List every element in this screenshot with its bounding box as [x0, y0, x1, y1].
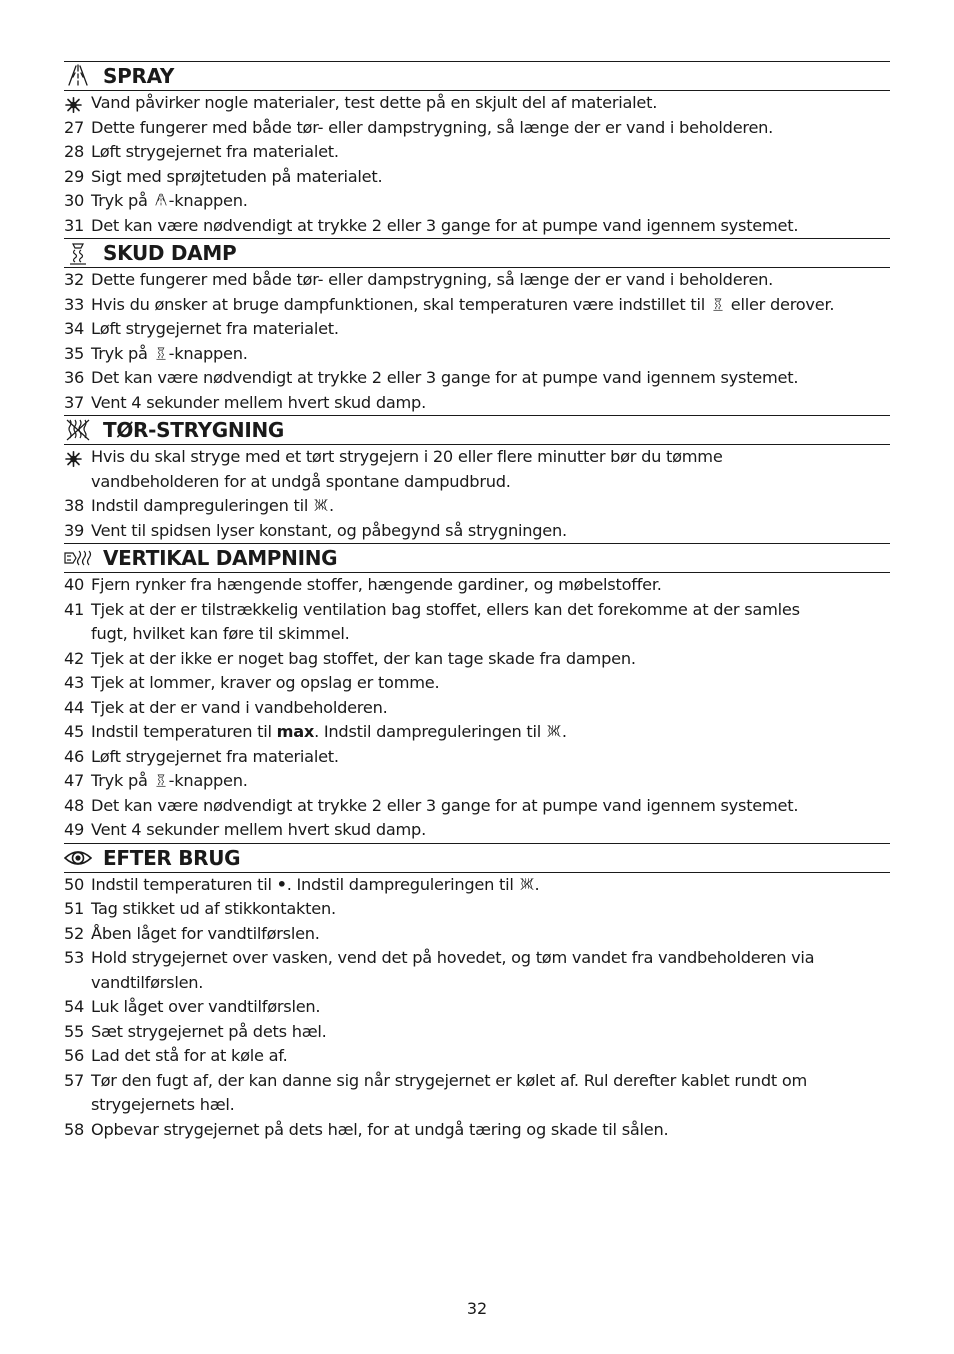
item-text-post: eller derover.: [725, 294, 835, 314]
section-header: [64, 61, 890, 91]
list-item: [64, 342, 890, 367]
section-vertikal-dampning: [64, 543, 890, 843]
warning-item: [64, 91, 890, 116]
item-text-content: Tør den fugt af, der kan danne sig når strygejernet er kølet af. Rul derefter kablet rundt om: [91, 1070, 808, 1090]
list-item: [64, 1118, 890, 1143]
vertical-steam-icon: [64, 545, 92, 571]
item-text: [91, 745, 890, 770]
list-item: [64, 647, 890, 672]
item-number: 37: [64, 392, 85, 412]
item-number: 34: [64, 319, 85, 338]
item-text: [91, 445, 890, 470]
list-item: [64, 873, 890, 898]
item-text: [91, 647, 890, 672]
list-item: [64, 897, 890, 922]
section-skud-damp: [64, 238, 890, 415]
list-item: [64, 745, 890, 770]
list-item: [64, 317, 890, 342]
item-text-content: Luk låget over vandtilførslen.: [91, 997, 321, 1016]
list-item: [64, 573, 890, 598]
item-text-content: Sigt med sprøjtetuden på materialet.: [91, 166, 383, 186]
item-text-pre: Tryk på: [91, 771, 153, 790]
dry-iron-icon: [546, 722, 562, 740]
item-text-continuation: strygejernets hæl.: [91, 1095, 235, 1114]
dry-iron-icon: [313, 496, 329, 514]
item-text: [91, 995, 890, 1020]
item-number: 33: [64, 294, 85, 314]
item-text-content: Det kan være nødvendigt at trykke 2 eller 3 gange for at pumpe vand igennem systemet.: [91, 215, 799, 235]
item-number: 28: [64, 142, 85, 161]
instruction-list: [64, 268, 890, 415]
item-text: [91, 573, 890, 598]
item-number: 29: [64, 166, 85, 186]
item-text-pre: Hvis du ønsker at bruge dampfunktionen, skal temperaturen være indstillet til: [91, 294, 710, 314]
item-text: [91, 1118, 890, 1143]
list-item: [64, 391, 890, 416]
list-item: [64, 922, 890, 947]
item-text-mid: . Indstil dampreguleringen til: [286, 874, 519, 894]
item-text-pre: Indstil temperaturen til: [91, 722, 277, 741]
item-number: 32: [64, 270, 85, 289]
dry-iron-icon: [519, 875, 535, 893]
item-number: 44: [64, 697, 85, 717]
list-item: [64, 995, 890, 1020]
item-text: [91, 189, 890, 214]
item-text-post: -knappen.: [168, 771, 248, 790]
item-text-content: Lad det stå for at køle af.: [91, 1046, 288, 1065]
list-item: [64, 214, 890, 239]
page-number: 32: [466, 1299, 488, 1318]
item-text: [91, 494, 890, 519]
item-number: 52: [64, 923, 85, 943]
item-text: [91, 946, 890, 971]
item-text-post: .: [329, 496, 334, 515]
instruction-list: [64, 873, 890, 1143]
item-text: [91, 897, 890, 922]
dry-iron-icon: [64, 417, 92, 443]
item-number: 46: [64, 746, 85, 766]
warning-icon: [65, 96, 82, 112]
section-header: [64, 543, 890, 573]
list-item: [64, 769, 890, 794]
list-item: [64, 293, 890, 318]
item-number: 31: [64, 215, 85, 235]
warning-item: [64, 445, 890, 494]
item-text-content: Hold strygejernet over vasken, vend det på hovedet, og tøm vandet fra vandbeholderen via: [91, 948, 815, 967]
item-number: 54: [64, 997, 85, 1016]
item-number: 30: [64, 191, 85, 210]
item-text-pre: Indstil dampreguleringen til: [91, 496, 314, 515]
item-text-content: Dette fungerer med både tør- eller dampstrygning, så længe der er vand i beholderen.: [91, 117, 774, 137]
list-item: [64, 1020, 890, 1045]
list-item: [64, 494, 890, 519]
section-title: SKUD DAMP: [103, 241, 237, 265]
list-item: [64, 189, 890, 214]
item-text-content: Vent 4 sekunder mellem hvert skud damp.: [91, 392, 426, 412]
item-number: 57: [64, 1070, 85, 1090]
list-item: [64, 519, 890, 544]
section-title: SPRAY: [103, 64, 175, 88]
item-number: 41: [64, 599, 85, 619]
spray-icon: [64, 63, 92, 89]
section-header: [64, 238, 890, 268]
item-text-content: Løft strygejernet fra materialet.: [91, 142, 339, 161]
item-text-content: Løft strygejernet fra materialet.: [91, 746, 339, 766]
item-text-content: Tjek at der ikke er noget bag stoffet, der kan tage skade fra dampen.: [91, 648, 636, 668]
list-item: [64, 946, 890, 995]
item-text: [91, 598, 890, 623]
item-text: [91, 116, 890, 141]
item-text-pre: Tryk på: [91, 191, 153, 210]
item-text: [91, 140, 890, 165]
item-text-content: Tjek at lommer, kraver og opslag er tomme.: [91, 673, 440, 692]
item-text-bold: max: [276, 722, 315, 741]
item-text: [91, 873, 890, 898]
item-text-content: Sæt strygejernet på dets hæl.: [91, 1021, 327, 1041]
item-text-content: Vent 4 sekunder mellem hvert skud damp.: [91, 820, 426, 839]
item-text-content: Dette fungerer med både tør- eller dampstrygning, så længe der er vand i beholderen.: [91, 270, 774, 289]
steam-shot-icon: [64, 240, 92, 266]
item-text-content: Hvis du skal stryge med et tørt strygejern i 20 eller flere minutter bør du tømme: [91, 447, 723, 466]
item-number: 53: [64, 948, 85, 967]
item-text-content: Løft strygejernet fra materialet.: [91, 319, 339, 338]
item-text-content: Fjern rynker fra hængende stoffer, hængende gardiner, og møbelstoffer.: [91, 575, 662, 594]
item-text: [91, 794, 890, 819]
item-number: 40: [64, 575, 85, 594]
list-item: [64, 818, 890, 843]
item-number: 43: [64, 673, 85, 692]
item-text-content: Tag stikket ud af stikkontakten.: [91, 899, 336, 918]
item-number: 42: [64, 648, 85, 668]
list-item: [64, 720, 890, 745]
item-text: [91, 91, 890, 116]
item-text: [91, 720, 890, 745]
item-text-content: Vand påvirker nogle materialer, test dette på en skjult del af materialet.: [91, 93, 658, 112]
spray-icon: [153, 191, 169, 209]
item-number: 39: [64, 520, 85, 540]
item-text-content: Tjek at der er vand i vandbeholderen.: [91, 697, 388, 717]
list-item: [64, 1069, 890, 1118]
list-item: [64, 268, 890, 293]
warning-icon: [65, 450, 82, 466]
list-item: [64, 794, 890, 819]
item-text: [91, 671, 890, 696]
steam-shot-icon: [710, 295, 726, 313]
item-text-content: Åben låget for vandtilførslen.: [91, 923, 320, 943]
item-text-content: Opbevar strygejernet på dets hæl, for at undgå tæring og skade til sålen.: [91, 1119, 669, 1139]
item-text: [91, 818, 890, 843]
item-number: 45: [64, 722, 85, 741]
item-text-content: Det kan være nødvendigt at trykke 2 eller 3 gange for at pumpe vand igennem systemet.: [91, 368, 799, 387]
item-text: [91, 165, 890, 190]
section-spray: [64, 61, 890, 238]
list-item: [64, 165, 890, 190]
item-text: [91, 1020, 890, 1045]
item-number: 58: [64, 1119, 85, 1139]
item-text: [91, 769, 890, 794]
item-number: 48: [64, 795, 85, 815]
item-text-pre: Indstil temperaturen til: [91, 874, 277, 894]
item-text: [91, 1069, 890, 1094]
steam-shot-icon: [153, 344, 169, 362]
item-number: 56: [64, 1046, 85, 1065]
item-text-continuation: fugt, hvilket kan føre til skimmel.: [91, 624, 350, 643]
section-header: [64, 415, 890, 445]
item-text-bold: •: [276, 874, 287, 894]
instruction-list: [64, 573, 890, 843]
item-text: [91, 391, 890, 416]
section-title: TØR-STRYGNING: [103, 418, 285, 442]
item-number: 38: [64, 496, 85, 515]
list-item: [64, 671, 890, 696]
section-title: EFTER BRUG: [103, 845, 241, 870]
item-number: 27: [64, 117, 85, 137]
item-text-post: .: [561, 722, 567, 741]
item-number: 55: [64, 1021, 85, 1041]
item-text: [91, 342, 890, 367]
item-text: [91, 317, 890, 342]
item-text: [91, 293, 890, 318]
item-text-continuation: vandbeholderen for at undgå spontane dampudbrud.: [91, 471, 511, 491]
instruction-list: [64, 445, 890, 543]
item-text-post: -knappen.: [168, 191, 248, 210]
item-text: [91, 519, 890, 544]
list-item: [64, 1044, 890, 1069]
item-text: [91, 1044, 890, 1069]
list-item: [64, 598, 890, 647]
item-text-content: Det kan være nødvendigt at trykke 2 eller 3 gange for at pumpe vand igennem systemet.: [91, 795, 799, 815]
item-number: 35: [64, 343, 85, 363]
list-item: [64, 366, 890, 391]
item-text-content: Tjek at der er tilstrækkelig ventilation bag stoffet, ellers kan det forekomme at der samles: [91, 599, 800, 619]
section-tør-strygning: [64, 415, 890, 543]
item-number: 36: [64, 368, 85, 387]
item-text-mid: . Indstil dampreguleringen til: [314, 722, 546, 741]
instruction-list: [64, 91, 890, 238]
item-text: [91, 696, 890, 721]
section-efter-brug: [64, 843, 890, 1143]
item-text: [91, 922, 890, 947]
section-title: VERTIKAL DAMPNING: [103, 546, 338, 570]
item-text-content: Vent til spidsen lyser konstant, og påbegynd så strygningen.: [91, 520, 567, 540]
item-text-post: .: [534, 874, 540, 894]
eye-icon: [64, 845, 92, 871]
steam-shot-icon: [153, 771, 169, 789]
item-number: 51: [64, 899, 85, 918]
item-text-continuation: vandtilførslen.: [91, 972, 204, 992]
item-number: 49: [64, 820, 85, 839]
list-item: [64, 116, 890, 141]
list-item: [64, 140, 890, 165]
list-item: [64, 696, 890, 721]
item-text: [91, 366, 890, 391]
document-body: [64, 61, 890, 1142]
item-text: [91, 268, 890, 293]
item-number: 50: [64, 874, 85, 894]
section-header: [64, 843, 890, 873]
item-text: [91, 214, 890, 239]
item-text-pre: Tryk på: [91, 343, 153, 363]
item-number: 47: [64, 771, 85, 790]
item-text-post: -knappen.: [168, 343, 248, 363]
